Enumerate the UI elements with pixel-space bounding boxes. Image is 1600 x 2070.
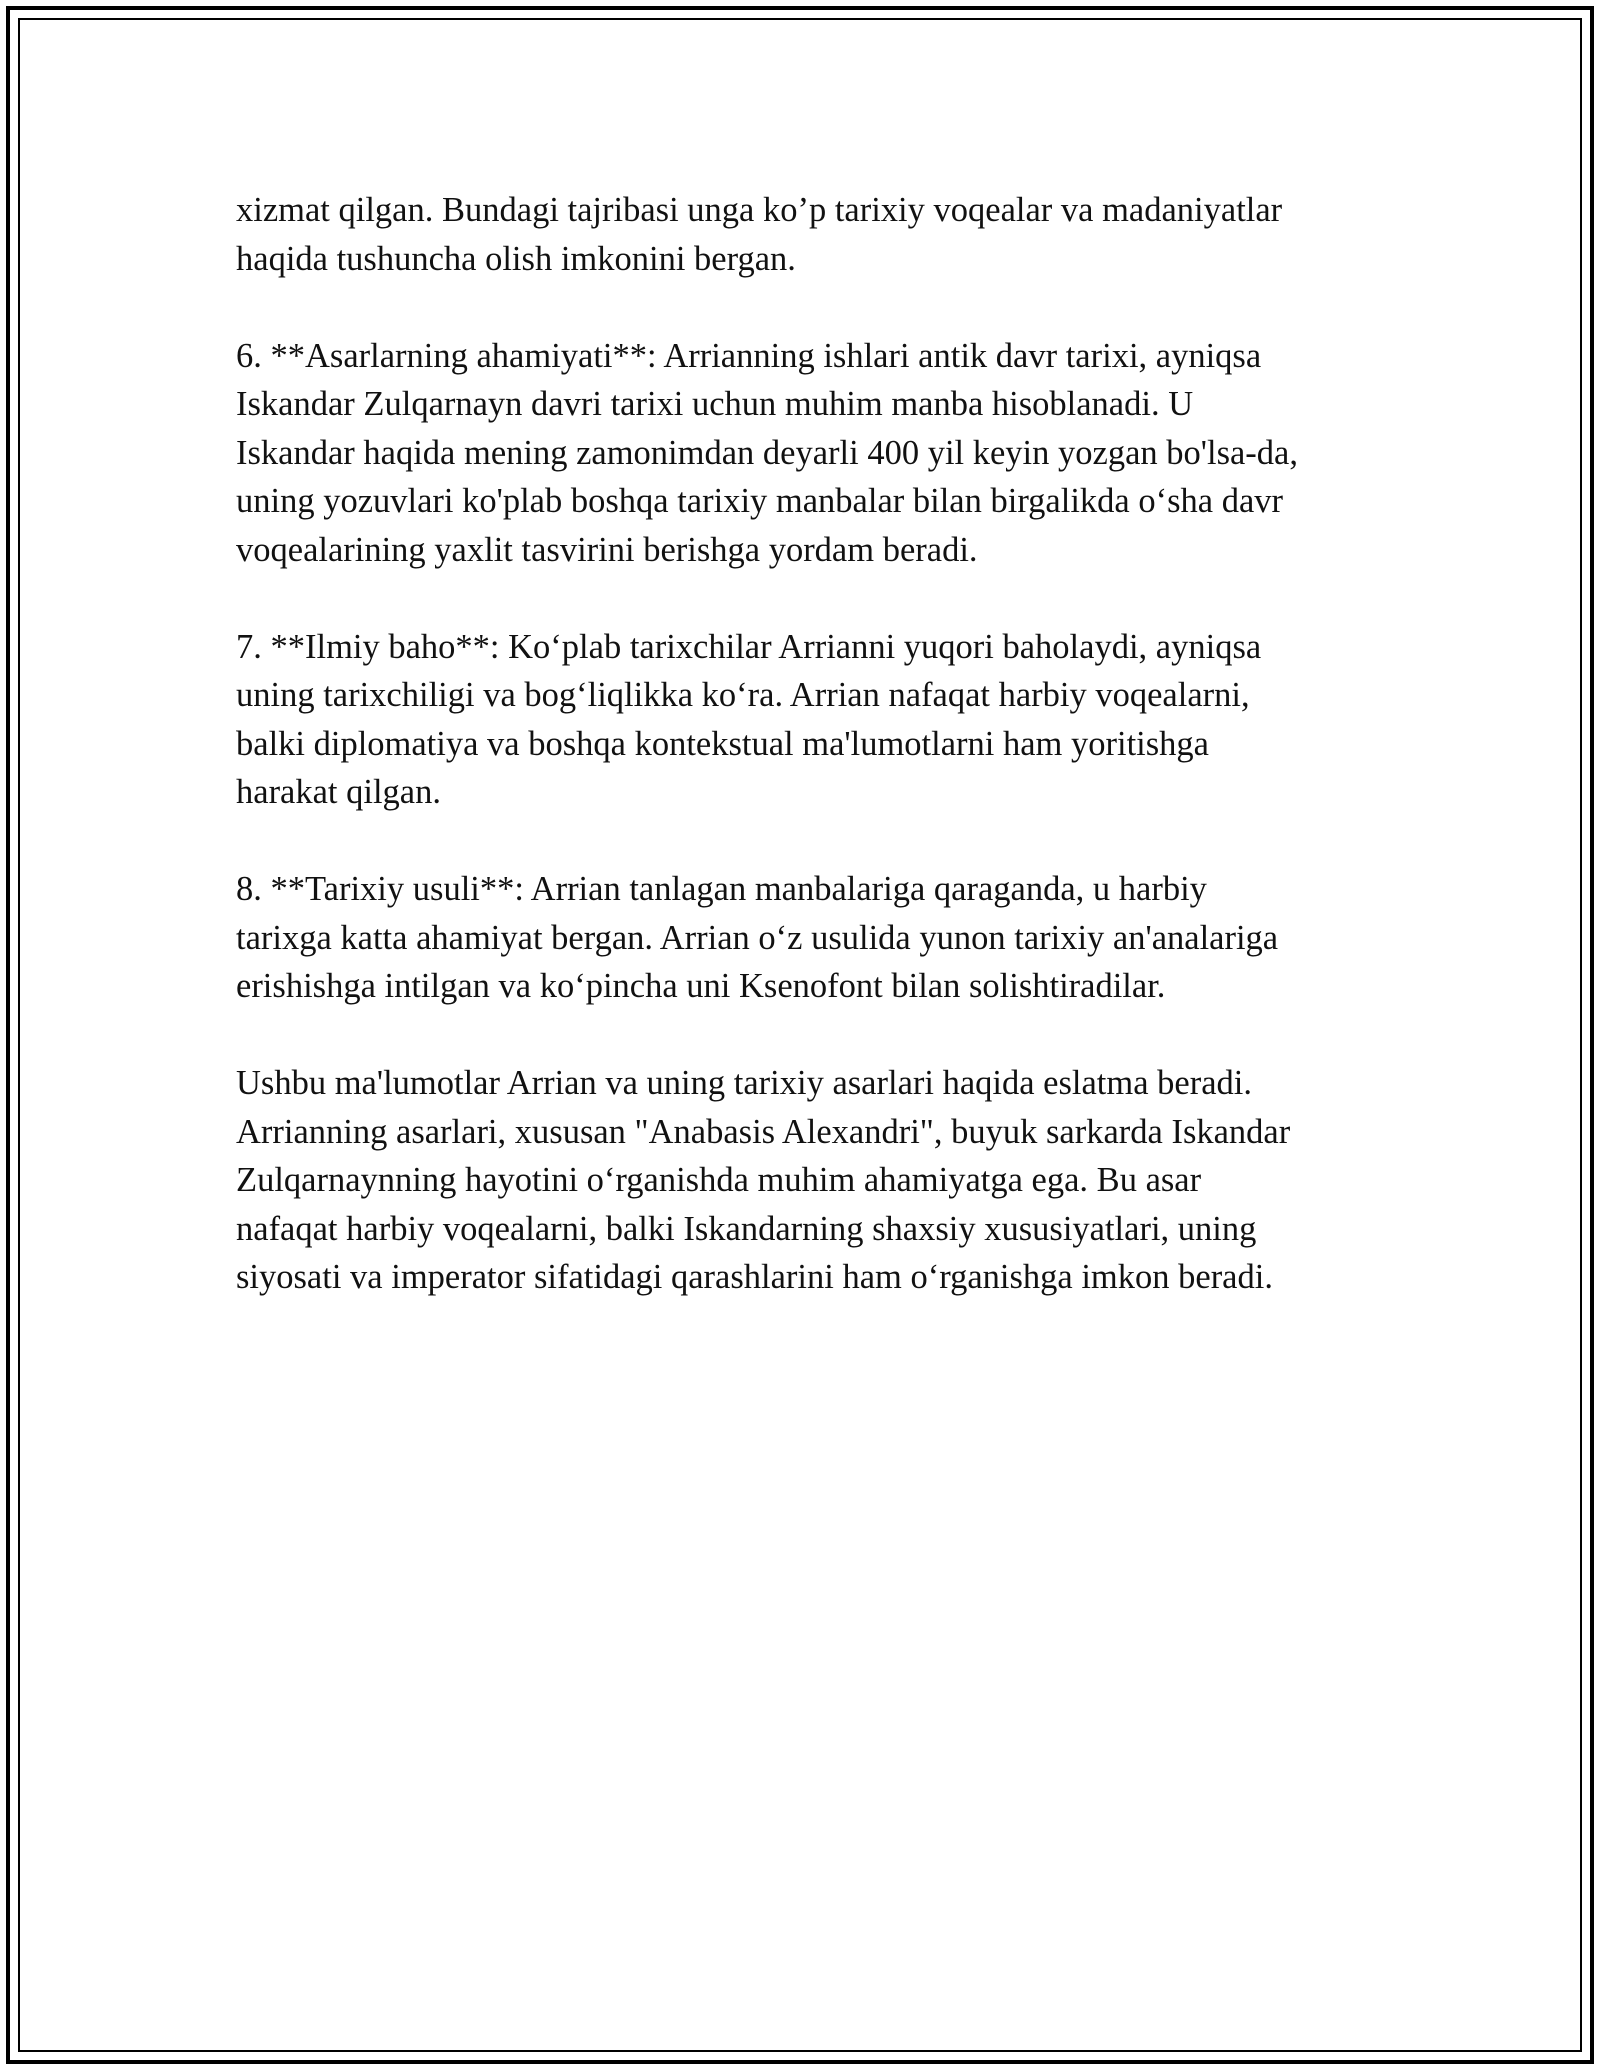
text-line: haqida tushuncha olish imkonini bergan. xyxy=(236,239,796,278)
text-line: xizmat qilgan. Bundagi tajribasi unga ko’p tarixiy voqealar va madaniyatlar xyxy=(236,191,1283,229)
text-line: Ushbu ma'lumotlar Arrian va uning tarixiy asarlari haqida eslatma beradi. xyxy=(236,1064,1252,1102)
text-line: nafaqat harbiy voqealarni, balki Iskandarning shaxsiy xususiyatlari, uning xyxy=(236,1209,1257,1248)
document-body xyxy=(236,186,1386,1302)
text-line: uning tarixchiligi va bog‘liqlikka ko‘ra. Arrian nafaqat harbiy voqealarni, xyxy=(236,676,1250,714)
text-line: balki diplomatiya va boshqa kontekstual ma'lumotlarni ham yoritishga xyxy=(236,724,1209,763)
text-line: Iskandar haqida mening zamonimdan deyarli 400 yil keyin yozgan bo'lsa-da, xyxy=(236,433,1298,472)
text-line: 8. **Tarixiy usuli**: Arrian tanlagan manbalariga qaraganda, u harbiy xyxy=(236,870,1207,908)
paragraph-item-8 xyxy=(236,865,1386,1011)
text-line: Iskandar Zulqarnayn davri tarixi uchun muhim manba hisoblanadi. U xyxy=(236,385,1194,423)
text-line: erishishga intilgan va ko‘pincha uni Ksenofont bilan solishtiradilar. xyxy=(236,967,1166,1005)
paragraph-item-7 xyxy=(236,623,1386,817)
text-line: siyosati va imperator sifatidagi qarashlarini ham o‘rganishga imkon beradi. xyxy=(236,1258,1273,1296)
text-line: Arrianning asarlari, xususan "Anabasis Alexandri", buyuk sarkarda Iskandar xyxy=(236,1112,1291,1151)
text-line: harakat qilgan. xyxy=(236,773,441,811)
text-line: voqealarining yaxlit tasvirini berishga yordam beradi. xyxy=(236,530,978,569)
paragraph-intro-continuation xyxy=(236,186,1386,283)
text-line: uning yozuvlari ko'plab boshqa tarixiy manbalar bilan birgalikda o‘sha davr xyxy=(236,482,1284,520)
text-line: 6. **Asarlarning ahamiyati**: Arrianning ishlari antik davr tarixi, ayniqsa xyxy=(236,336,1262,375)
paragraph-conclusion xyxy=(236,1059,1386,1302)
text-line: 7. **Ilmiy baho**: Ko‘plab tarixchilar Arrianni yuqori baholaydi, ayniqsa xyxy=(236,627,1262,666)
paragraph-item-6 xyxy=(236,332,1386,575)
text-line: Zulqarnaynning hayotini o‘rganishda muhim ahamiyatga ega. Bu asar xyxy=(236,1161,1202,1199)
text-line: tarixga katta ahamiyat bergan. Arrian o‘z usulida yunon tarixiy an'analariga xyxy=(236,918,1279,957)
